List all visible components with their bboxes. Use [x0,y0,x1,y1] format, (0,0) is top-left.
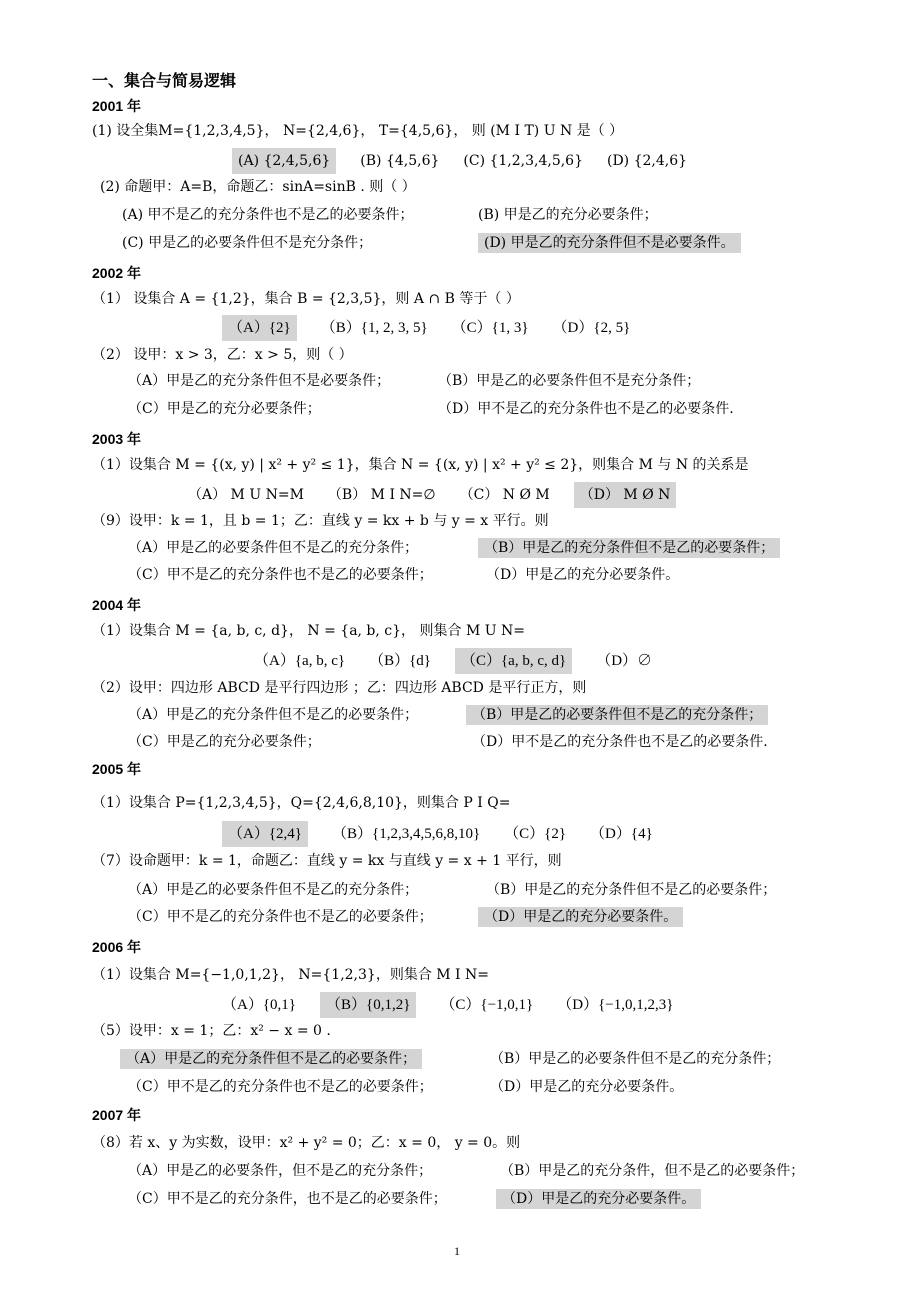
answer-option: （A）甲是乙的必要条件但不是乙的充分条件； [128,540,419,556]
answer-option: （B）甲是乙的充分条件但不是乙的必要条件； [486,882,777,898]
answer-option: （B） M I N=∅ [327,487,436,503]
answer-option: （A）{2,4} [222,821,308,847]
options-row [188,482,700,508]
year-heading: 2002 年 [92,265,142,281]
options-row [232,148,711,174]
answer-option: （D）甲不是乙的充分条件也不是乙的必要条件. [438,401,734,417]
year-heading: 2001 年 [92,98,142,114]
answer-option: （C）{−1,0,1} [440,997,534,1013]
answer-option: （C）{a, b, c, d} [455,648,572,674]
answer-option: (C) 甲是乙的必要条件但不是充分条件； [122,235,373,251]
answer-option: (D) 甲是乙的充分条件但不是必要条件。 [478,233,741,253]
options-row [222,315,654,341]
answer-option: （B）{0,1,2} [320,992,416,1018]
answer-option: （C）{1, 3} [451,320,529,336]
options-row [222,992,697,1018]
answer-option: （C）甲是乙的充分必要条件； [128,401,321,417]
question-stem: （8）若 x、y 为实数，设甲：x² + y² = 0；乙：x = 0， y = 0。则 [92,1135,521,1151]
answer-option: （B）{d} [369,653,431,669]
options-row [222,821,677,847]
answer-option: （D） M Ø N [574,482,677,508]
answer-option: （A） M U N=M [188,487,304,503]
answer-option: （D）甲不是乙的充分条件也不是乙的必要条件. [472,734,768,750]
year-heading: 2004 年 [92,597,142,613]
answer-option: （B）甲是乙的必要条件但不是充分条件； [438,373,701,389]
answer-option: （A）甲是乙的必要条件但不是乙的充分条件； [128,882,419,898]
answer-option: (C) {1,2,3,4,5,6} [463,153,583,169]
answer-option: （D）{4} [590,826,653,842]
answer-option: (D) {2,4,6} [607,153,688,169]
answer-option: （A）{2} [222,315,297,341]
answer-option: （A）甲是乙的必要条件，但不是乙的充分条件； [128,1163,433,1179]
question-stem: （1）设集合 M = {a, b, c, d}， N = {a, b, c}， 则集合 M U N= [92,623,525,639]
answer-option: （B）{1,2,3,4,5,6,8,10} [331,826,481,842]
answer-option: （A）甲是乙的充分条件但不是必要条件； [128,373,391,389]
answer-option: （C）甲不是乙的充分条件也不是乙的必要条件； [128,567,433,583]
question-stem: （1）设集合 M={−1,0,1,2}， N={1,2,3}，则集合 M I N= [92,967,490,983]
answer-option: （B）{1, 2, 3, 5} [320,320,428,336]
answer-option: （A）{a, b, c} [254,653,346,669]
answer-option: (B) {4,5,6} [360,153,440,169]
answer-option: （C）{2} [504,826,567,842]
question-stem: （2）设甲：四边形 ABCD 是平行四边形 ；乙：四边形 ABCD 是平行正方，则 [92,680,587,696]
question-stem: （5）设甲：x = 1；乙：x² − x = 0 . [92,1023,331,1039]
answer-option: （B）甲是乙的充分条件但不是乙的必要条件； [478,538,780,558]
question-stem: (1) 设全集M={1,2,3,4,5}， N={2,4,6}， T={4,5,6}， 则 (M I T) U N 是（ ） [92,123,624,139]
answer-option: （D）{−1,0,1,2,3} [557,997,674,1013]
question-stem: （7）设命题甲：k = 1，命题乙：直线 y = kx 与直线 y = x + 1 平行，则 [92,853,562,869]
year-heading: 2005 年 [92,761,142,777]
answer-option: （A）{0,1} [222,997,296,1013]
answer-option: （A）甲是乙的充分条件但不是乙的必要条件； [128,707,419,723]
answer-option: （D）∅ [596,653,653,669]
section-title: 一、集合与简易逻辑 [92,71,237,90]
answer-option: （C） N Ø M [459,487,550,503]
answer-option: （B）甲是乙的充分条件，但不是乙的必要条件； [500,1163,805,1179]
answer-option: （A）甲是乙的充分条件但不是乙的必要条件； [120,1049,422,1069]
page-number: 1 [454,1244,460,1258]
question-stem: （2） 设甲：x > 3，乙：x > 5，则（ ） [92,347,353,363]
question-stem: （1）设集合 P={1,2,3,4,5}，Q={2,4,6,8,10}，则集合 P I Q= [92,795,511,811]
answer-option: （C）甲是乙的充分必要条件； [128,734,321,750]
answer-option: (A) {2,4,5,6} [232,148,336,174]
answer-option: (B) 甲是乙的充分必要条件； [478,207,658,223]
answer-option: （B）甲是乙的必要条件但不是乙的充分条件； [466,705,768,725]
options-row [254,648,676,674]
answer-option: （C）甲不是乙的充分条件也不是乙的必要条件； [128,1079,433,1095]
answer-option: （C）甲不是乙的充分条件，也不是乙的必要条件； [128,1191,447,1207]
question-stem: （1） 设集合 A = {1,2}，集合 B = {2,3,5}，则 A ∩ B 等于（ ） [92,291,520,307]
answer-option: （C）甲不是乙的充分条件也不是乙的必要条件； [128,909,433,925]
question-stem: （1）设集合 M = {(x, y) | x² + y² ≤ 1}，集合 N = {(x, y) | x² + y² ≤ 2}，则集合 M 与 N 的关系是 [92,457,749,473]
answer-option: （D）甲是乙的充分必要条件。 [478,907,683,927]
year-heading: 2007 年 [92,1107,142,1123]
answer-option: （D）甲是乙的充分必要条件。 [496,1189,701,1209]
answer-option: （D）{2, 5} [552,320,631,336]
answer-option: （D）甲是乙的充分必要条件。 [490,1079,684,1095]
answer-option: （D）甲是乙的充分必要条件。 [486,567,680,583]
answer-option: (A) 甲不是乙的充分条件也不是乙的必要条件； [122,207,414,223]
question-stem: （9）设甲：k = 1，且 b = 1；乙：直线 y = kx + b 与 y = x 平行。则 [92,513,549,529]
year-heading: 2006 年 [92,939,142,955]
answer-option: （B）甲是乙的必要条件但不是乙的充分条件； [490,1051,781,1067]
year-heading: 2003 年 [92,431,142,447]
question-stem: (2) 命题甲：A=B，命题乙：sinA=sinB . 则（ ） [100,179,416,195]
